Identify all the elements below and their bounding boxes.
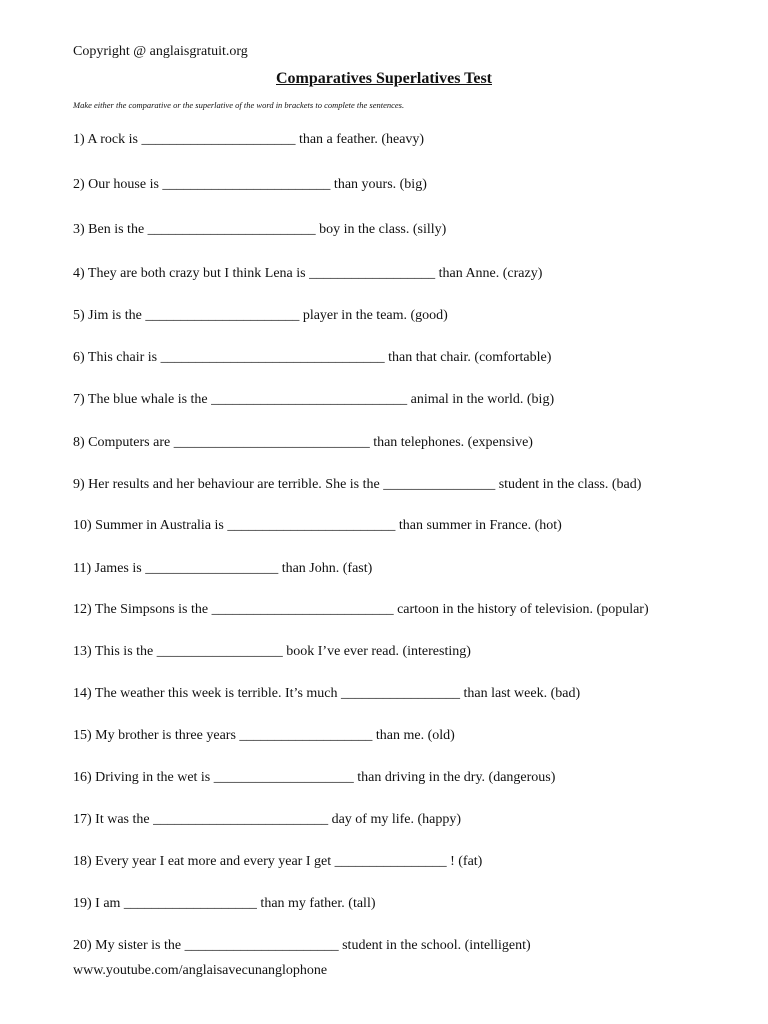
question-4: 4) They are both crazy but I think Lena is __________________ than Anne. (crazy) (73, 266, 543, 281)
question-3: 3) Ben is the ________________________ boy in the class. (silly) (73, 222, 447, 237)
question-8: 8) Computers are ____________________________ than telephones. (expensive) (73, 435, 533, 450)
question-20: 20) My sister is the ______________________ student in the school. (intelligent) (73, 938, 531, 953)
question-7: 7) The blue whale is the ____________________________ animal in the world. (big) (73, 392, 555, 407)
question-10: 10) Summer in Australia is ________________________ than summer in France. (hot) (73, 518, 562, 533)
question-5: 5) Jim is the ______________________ player in the team. (good) (73, 308, 448, 323)
question-2: 2) Our house is ________________________ than yours. (big) (73, 177, 427, 192)
question-19: 19) I am ___________________ than my father. (tall) (73, 896, 376, 911)
question-17: 17) It was the _________________________ day of my life. (happy) (73, 812, 462, 827)
question-15: 15) My brother is three years ___________________ than me. (old) (73, 728, 455, 743)
question-11: 11) James is ___________________ than John. (fast) (73, 561, 373, 576)
question-16: 16) Driving in the wet is ____________________ than driving in the dry. (dangerous) (73, 770, 556, 785)
footer-url: www.youtube.com/anglaisavecunanglophone (73, 963, 328, 978)
question-13: 13) This is the __________________ book I’ve ever read. (interesting) (73, 644, 471, 659)
question-14: 14) The weather this week is terrible. It’s much _________________ than last week. (bad) (73, 686, 581, 701)
copyright-notice: Copyright @ anglaisgratuit.org (73, 44, 248, 59)
question-1: 1) A rock is ______________________ than a feather. (heavy) (73, 132, 425, 147)
question-18: 18) Every year I eat more and every year I get ________________ ! (fat) (73, 854, 483, 869)
question-12: 12) The Simpsons is the __________________________ cartoon in the history of television. (popular) (73, 602, 649, 617)
question-6: 6) This chair is ________________________________ than that chair. (comfortable) (73, 350, 552, 365)
worksheet-title: Comparatives Superlatives Test (276, 70, 492, 87)
worksheet-instructions: Make either the comparative or the superlative of the word in brackets to complete the sentences. (73, 100, 405, 110)
question-9: 9) Her results and her behaviour are terrible. She is the ________________ student in the class. (bad) (73, 477, 642, 492)
